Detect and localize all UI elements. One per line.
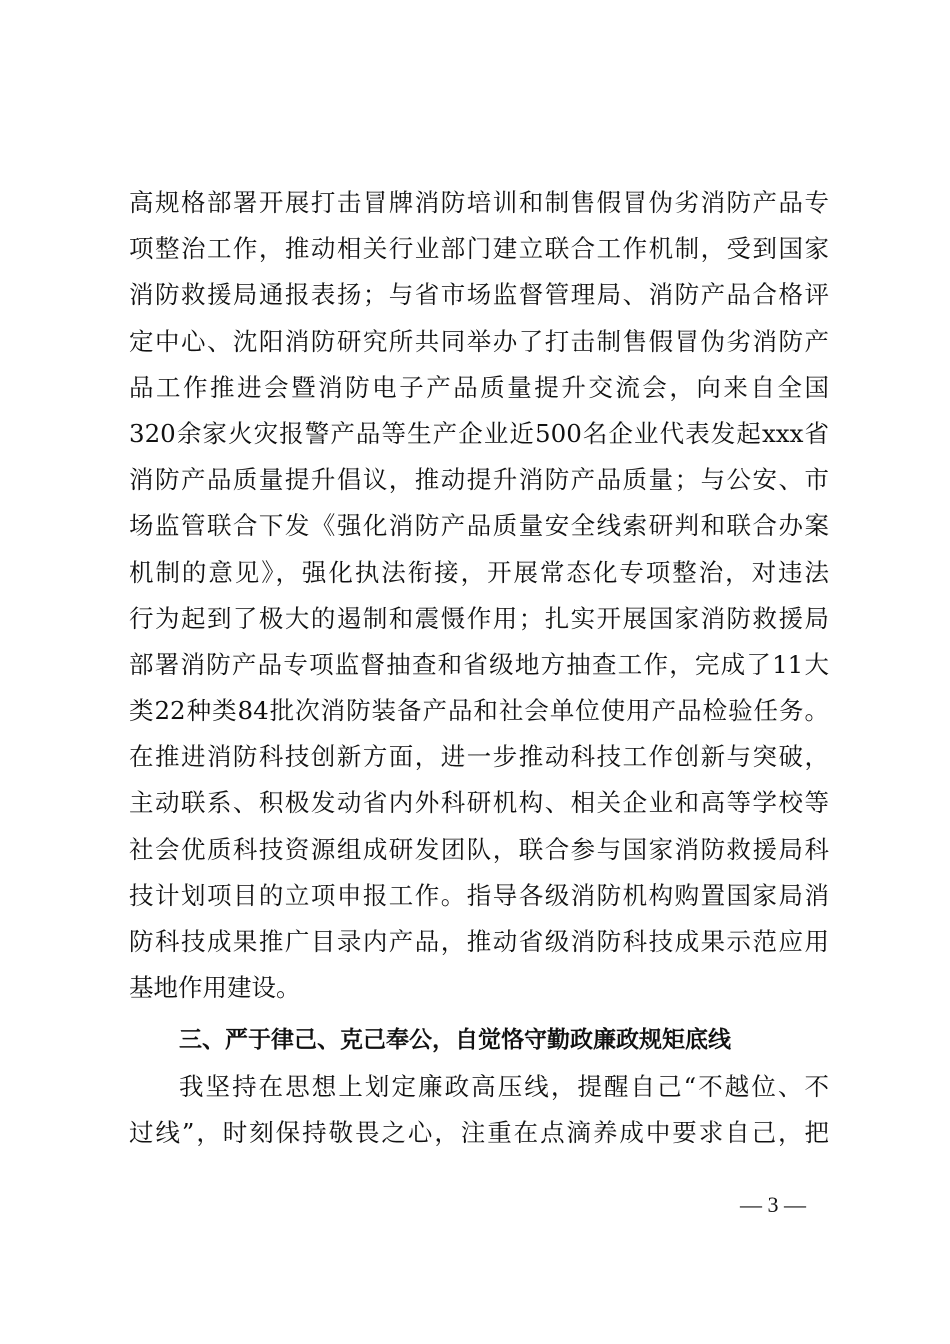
text-line: 类22种类84批次消防装备产品和社会单位使用产品检验任务。: [129, 696, 829, 726]
text-line: 定中心、沈阳消防研究所共同举办了打击制售假冒伪劣消防产: [129, 326, 829, 356]
text-line: 我坚持在思想上划定廉政高压线，提醒自己“不越位、不: [179, 1071, 829, 1101]
body-text: [129, 180, 829, 1156]
text-line: 在推进消防科技创新方面，进一步推动科技工作创新与突破，: [129, 742, 829, 772]
text-line: 防科技成果推广目录内产品，推动省级消防科技成果示范应用: [129, 927, 829, 956]
text-line: 技计划项目的立项申报工作。指导各级消防机构购置国家局消: [129, 880, 829, 910]
text-line: 项整治工作，推动相关行业部门建立联合工作机制，受到国家: [129, 234, 829, 264]
text-line: 消防救援局通报表扬；与省市场监督管理局、消防产品合格评: [129, 280, 829, 310]
text-line: 品工作推进会暨消防电子产品质量提升交流会，向来自全国: [129, 372, 829, 402]
text-line: 社会优质科技资源组成研发团队，联合参与国家消防救援局科: [129, 834, 829, 864]
section-heading: 三、严于律己、克己奉公，自觉恪守勤政廉政规矩底线: [179, 1027, 731, 1054]
text-line: 基地作用建设。: [129, 973, 301, 1003]
text-line: 主动联系、积极发动省内外科研机构、相关企业和高等学校等: [129, 788, 829, 818]
text-line: 场监管联合下发《强化消防产品质量安全线索研判和联合办案: [129, 511, 829, 541]
text-line: 机制的意见》，强化执法衔接，开展常态化专项整治，对违法: [129, 557, 829, 587]
text-line: 行为起到了极大的遏制和震慑作用；扎实开展国家消防救援局: [129, 603, 829, 633]
text-line: 过线”，时刻保持敬畏之心，注重在点滴养成中要求自己，把: [129, 1117, 829, 1147]
text-line: 320余家火灾报警产品等生产企业近500名企业代表发起xxx省: [129, 418, 829, 448]
page-number: — 3 —: [740, 1192, 806, 1217]
text-line: 高规格部署开展打击冒牌消防培训和制售假冒伪劣消防产品专: [129, 188, 829, 217]
text-line: 部署消防产品专项监督抽查和省级地方抽查工作，完成了11大: [129, 649, 829, 679]
paragraph-integrity: [129, 1064, 829, 1156]
paragraph-product-quality: [129, 180, 829, 1011]
text-line: 消防产品质量提升倡议，推动提升消防产品质量；与公安、市: [129, 465, 829, 495]
